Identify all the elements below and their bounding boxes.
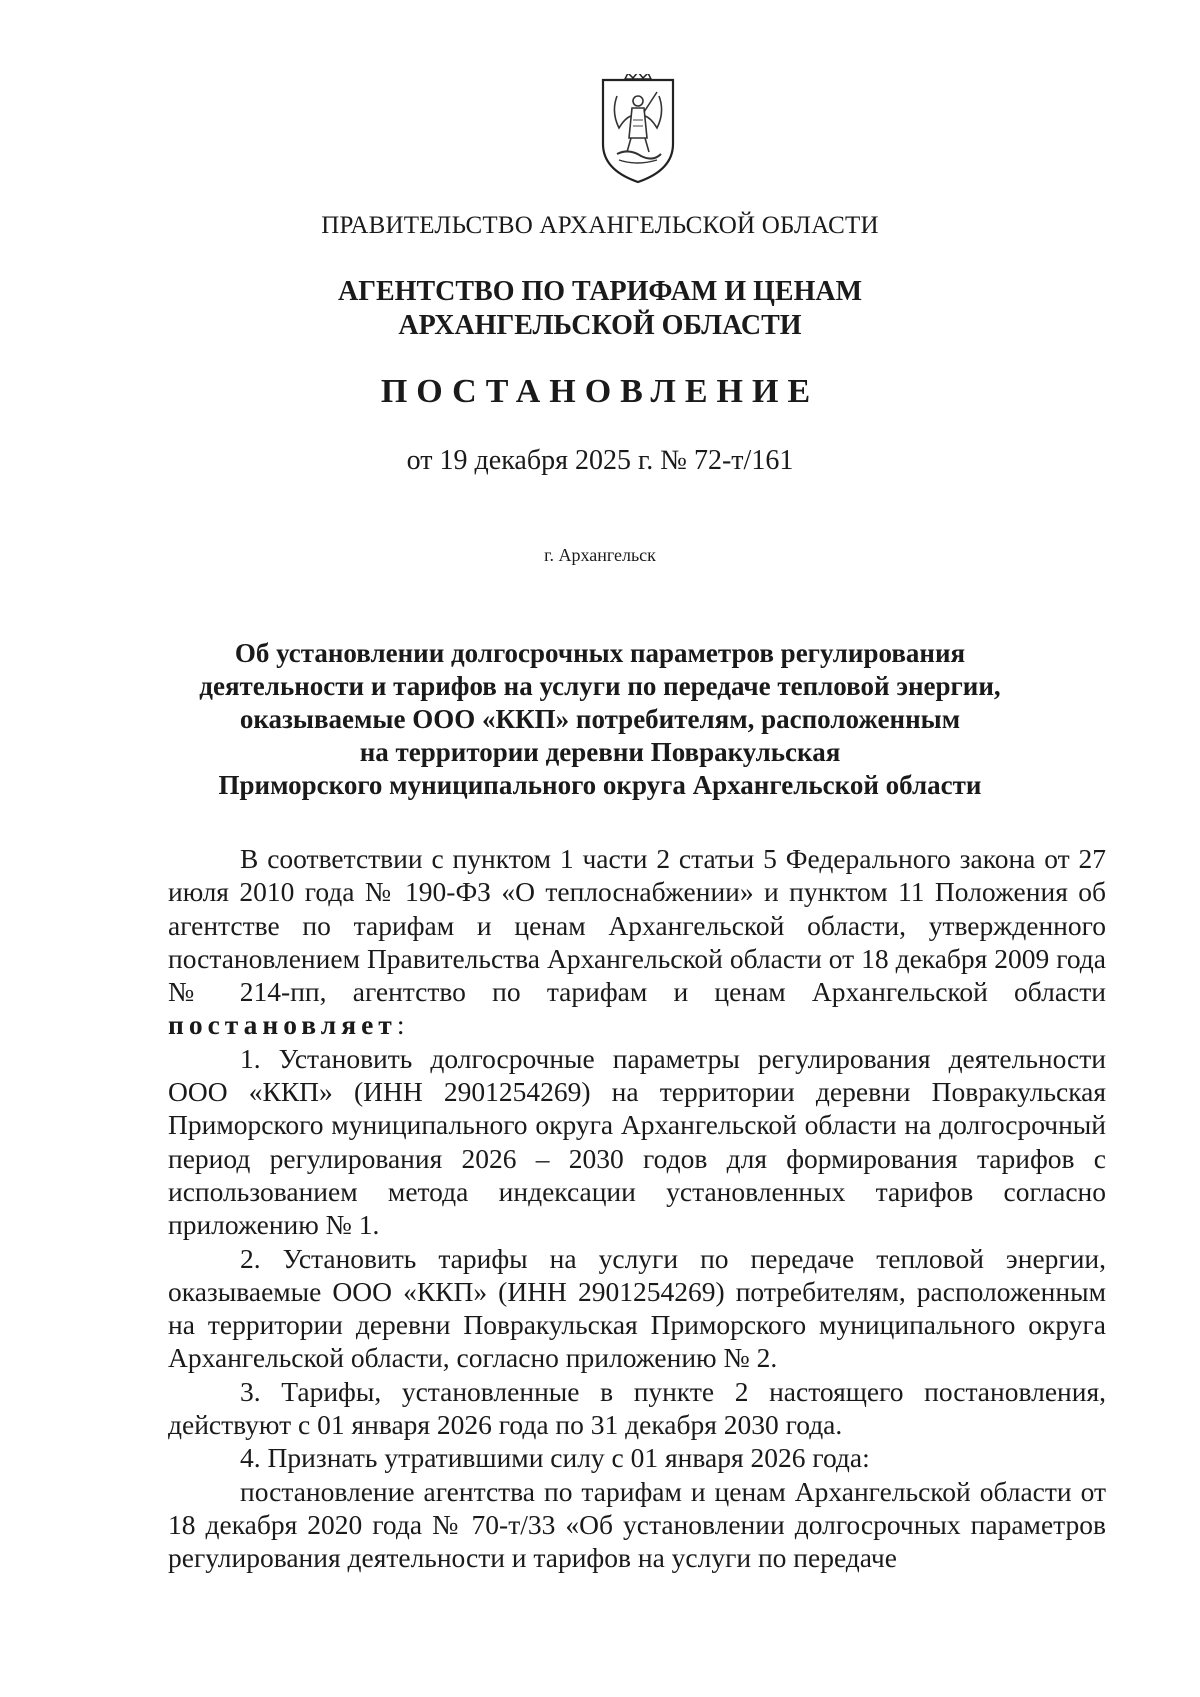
title-line: на территории деревни Повракульская — [359, 737, 841, 767]
item-1: 1. Установить долгосрочные параметры регулирования деятельности ООО «ККП» (ИНН 2901254269) на территории деревни Повракульская Приморского муниципального округа Архангельской области на долгосрочный период регулирования 2026 – 2030 годов для формирования тарифов с использованием метода индексации установленных тарифов согласно приложению № 1. — [168, 1042, 1106, 1241]
document-date-number: от 19 декабря 2025 г. № 72-т/161 — [406, 445, 794, 476]
item-2: 2. Установить тарифы на услуги по передаче тепловой энергии, оказываемые ООО «ККП» (ИНН 2901254269) потребителям, расположенным на территории деревни Повракульская Приморского муниципального округа Архангельской области, согласно приложению № 2. — [168, 1242, 1106, 1374]
preamble-text: В соответствии с пунктом 1 части 2 статьи 5 Федерального закона от 27 июля 2010 года № 190-ФЗ «О теплоснабжении» и пунктом 11 Положения об агентстве по тарифам и ценам Архангельской области, утвержденного постановлением Правительства Архангельской области от 18 декабря 2009 года № 214-пп, агентство по тарифам и ценам Архангельской области — [168, 843, 1106, 1008]
document-type: ПОСТАНОВЛЕНИЕ — [380, 373, 820, 410]
agency-name-line2: АРХАНГЕЛЬСКОЙ ОБЛАСТИ — [398, 310, 802, 341]
document-body — [168, 842, 1106, 1575]
title-line: Приморского муниципального округа Архангельской области — [218, 770, 982, 800]
document-title — [0, 637, 1200, 802]
item-4-subparagraph: постановление агентства по тарифам и ценам Архангельской области от 18 декабря 2020 года № 70-т/33 «Об установлении долгосрочных параметров регулирования деятельности и тарифов на услуги по передаче — [168, 1475, 1106, 1574]
agency-name — [0, 275, 1200, 343]
decree-word: постановляет — [168, 1009, 397, 1041]
title-line: деятельности и тарифов на услуги по передаче тепловой энергии, — [199, 671, 1001, 701]
document-city: г. Архангельск — [544, 545, 656, 565]
title-line: Об установлении долгосрочных параметров регулирования — [234, 638, 966, 668]
item-4: 4. Признать утратившими силу с 01 января 2026 года: — [240, 1442, 870, 1474]
preamble-paragraph — [168, 842, 1106, 1042]
decree-colon: : — [396, 1009, 405, 1041]
coat-of-arms-icon — [597, 74, 679, 186]
agency-name-line1: АГЕНТСТВО ПО ТАРИФАМ И ЦЕНАМ — [337, 276, 863, 307]
government-name: ПРАВИТЕЛЬСТВО АРХАНГЕЛЬСКОЙ ОБЛАСТИ — [321, 212, 879, 239]
title-line: оказываемые ООО «ККП» потребителям, расположенным — [239, 704, 961, 734]
item-3: 3. Тарифы, установленные в пункте 2 настоящего постановления, действуют с 01 января 2026 года по 31 декабря 2030 года. — [168, 1375, 1106, 1441]
